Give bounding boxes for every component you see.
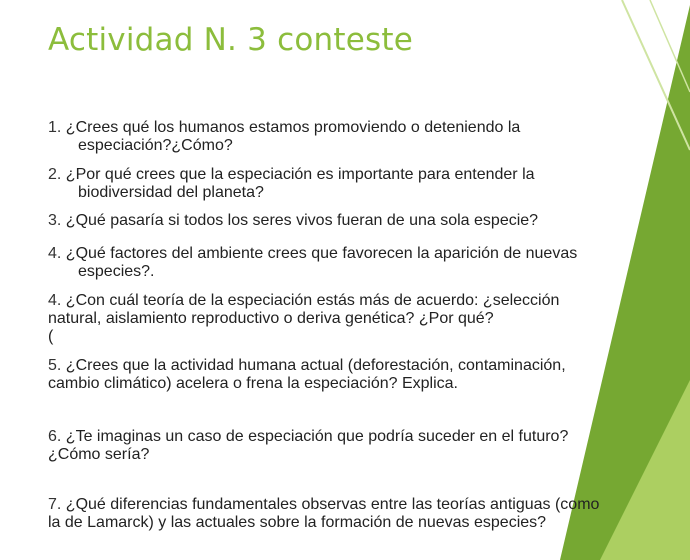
question-number: 3. [48,212,62,229]
page-title: Actividad N. 3 conteste [48,22,413,58]
question-text-line2: natural, aislamiento reproductivo o deriva genética? ¿Por qué? [48,310,494,327]
question-4b [48,292,648,346]
question-6 [48,428,648,464]
question-number: 2. [48,166,62,183]
question-7 [48,496,648,532]
question-2 [48,166,648,202]
question-text-line1: ¿Por qué crees que la especiación es importante para entender la [65,166,535,183]
question-text-line2: biodiversidad del planeta? [78,184,264,201]
question-text-line2: la de Lamarck) y las actuales sobre la formación de nuevas especies? [48,514,547,531]
question-text-line1: ¿Qué diferencias fundamentales observas entre las teorías antiguas (como [65,496,600,513]
question-text-line2: ¿Cómo sería? [48,446,150,463]
question-text-line1: ¿Crees que la actividad humana actual (deforestación, contaminación, [65,357,566,374]
question-1 [48,119,648,155]
question-number: 4. [48,292,62,309]
question-4 [48,245,648,281]
question-number: 7. [48,496,62,513]
question-number: 6. [48,428,62,445]
question-text-line2: especiación?¿Cómo? [78,137,233,154]
question-text-line1: ¿Te imaginas un caso de especiación que podría suceder en el futuro? [65,428,569,445]
question-text-line3: ( [48,328,54,345]
question-3 [48,212,648,230]
question-text-line2: especies?. [78,263,155,280]
question-number: 5. [48,357,62,374]
question-text-line1: ¿Con cuál teoría de la especiación estás más de acuerdo: ¿selección [65,292,560,309]
question-number: 4. [48,245,62,262]
question-text-line1: ¿Qué factores del ambiente crees que favorecen la aparición de nuevas [65,245,578,262]
question-number: 1. [48,119,62,136]
question-text-line1: ¿Crees qué los humanos estamos promoviendo o deteniendo la [65,119,521,136]
question-5 [48,357,648,393]
question-text-line2: cambio climático) acelera o frena la especiación? Explica. [48,375,458,392]
question-text-line1: ¿Qué pasaría si todos los seres vivos fueran de una sola especie? [65,212,539,229]
